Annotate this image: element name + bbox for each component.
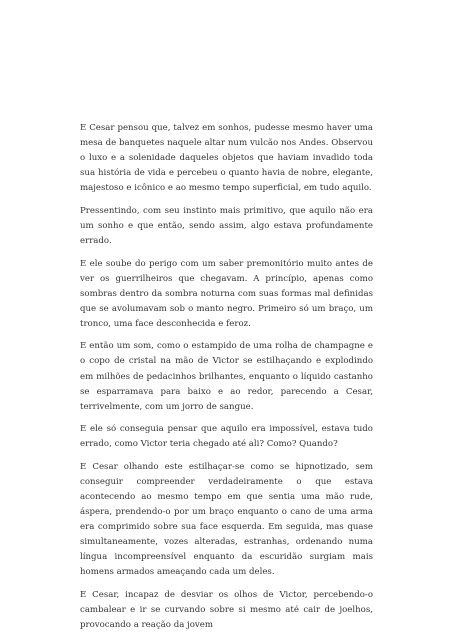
- paragraph: E ele só conseguia pensar que aquilo era impossível, estava tudo errado, como Victor teria chegado até ali? Como? Quando?: [80, 424, 373, 450]
- paragraph: E Cesar, incapaz de desviar os olhos de Victor, percebendo-o cambalear e ir se curvando sobre si mesmo até cair de joelhos, provocando a reação da jovem: [80, 589, 373, 631]
- paragraph: Pressentindo, com seu instinto mais primitivo, que aquilo não era um sonho e que então, sendo assim, algo estava profundamente errado.: [80, 205, 373, 247]
- body-text: [80, 121, 373, 641]
- paragraph: E ele soube do perigo com um saber premonitório muito antes de ver os guerrilheiros que chegavam. A princípio, apenas como sombras dentro da sombra noturna com suas formas mal definidas que se avolumavam sob o manto negro. Primeiro só um braço, um tronco, uma face desconhecida e feroz.: [80, 258, 373, 329]
- paragraph: E Cesar olhando este estilhaçar-se como se hipnotizado, sem conseguir compreender verdadeiramente o que estava acontecendo ao mesmo tempo em que sentia uma mão rude, áspera, prendendo-o por um braço enquanto o cano de uma arma era comprimido sobre sua face esquerda. Em seguida, mas quase simultaneamente, vozes alteradas, estranhas, ordenando numa língua incompreensível enquanto da escuridão surgiam mais homens armados ameaçando cada um deles.: [80, 461, 373, 578]
- paragraph: E então um som, como o estampido de uma rolha de champagne e o copo de cristal na mão de Victor se estilhaçando e explodindo em milhões de pedacinhos brilhantes, enquanto o líquido castanho se esparramava para baixo e ao redor, parecendo a Cesar, terrivelmente, com um jorro de sangue.: [80, 341, 373, 412]
- paragraph: E Cesar pensou que, talvez em sonhos, pudesse mesmo haver uma mesa de banquetes naquele altar num vulcão nos Andes. Observou o luxo e a solenidade daqueles objetos que haviam invadido toda sua história de vida e percebeu o quanto havia de nobre, elegante, majestoso e icônico e ao mesmo tempo superficial, em tudo aquilo.: [80, 123, 373, 194]
